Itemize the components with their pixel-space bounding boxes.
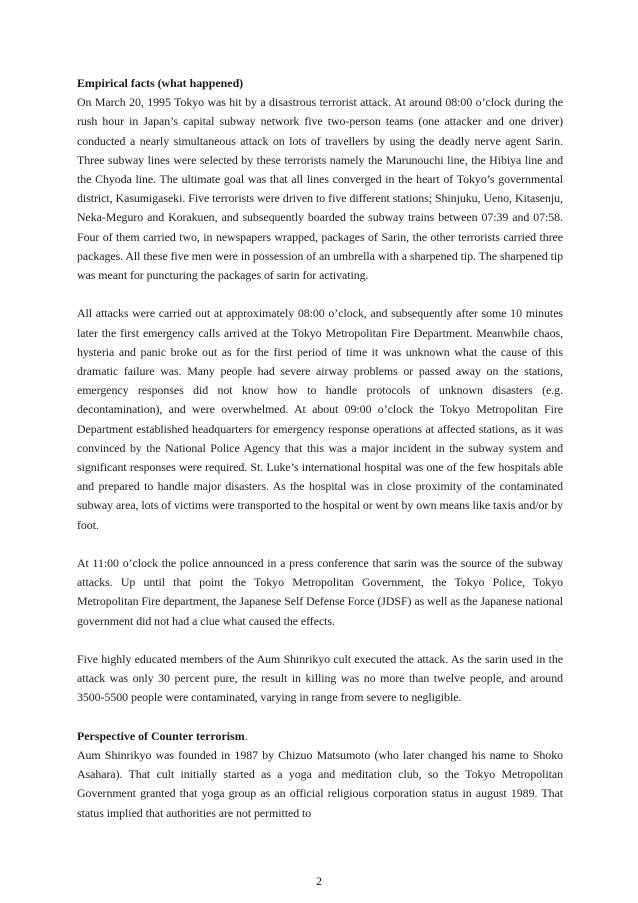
page-number: 2	[316, 874, 322, 888]
paragraph-press-conference: At 11:00 o’clock the police announced in a press conference that sarin was the source of the subway attacks. Up until that point the Tokyo Metropolitan Government, the Tokyo Police, Tokyo Metropolitan Fire department, the Japanese Self Defense Force (JDSF) as well as the Japanese national government did not had a clue what caused the effects.	[77, 556, 563, 628]
section-heading-counter-terrorism-suffix: .	[244, 728, 248, 743]
section-heading-counter-terrorism-text: Perspective of Counter terrorism	[77, 728, 245, 743]
section-heading-empirical-facts: Empirical facts (what happened)	[77, 76, 244, 90]
paragraph-emergency-response: All attacks were carried out at approximately 08:00 o’clock, and subsequently after some 10 minutes later the first emergency calls arrived at the Tokyo Metropolitan Fire Department. Meanwhile chaos, hysteria and panic broke out as for the first period of time it was unknown what the cause of this dramatic failure was. Many people had severe airway problems or passed away on the stations, emergency responses did not know how to handle protocols of unknown disasters (e.g. decontamination), and were overwhelmed. At about 09:00 o’clock the Tokyo Metropolitan Fire Department established headquarters for emergency response operations at affected stations, as it was convinced by the National Police Agency that this was a major incident in the subway system and significant responses were required. St. Luke’s international hospital was one of the few hospitals able and prepared to handle major disasters. As the hospital was in close proximity of the contaminated subway area, lots of victims were transported to the hospital or went by own means like taxis and/or by foot.	[77, 306, 563, 532]
paragraph-attack-description: On March 20, 1995 Tokyo was hit by a disastrous terrorist attack. At around 08:00 o’clock during the rush hour in Japan’s capital subway network five two-person teams (one attacker and one driver) conducted a nearly simultaneous attack on lots of travellers by using the deadly nerve agent Sarin. Three subway lines were selected by these terrorists namely the Marunouchi line, the Hibiya line and the Chyoda line. The ultimate goal was that all lines converged in the heart of Tokyo’s governmental district, Kasumigaseki. Five terrorists were driven to five different stations; Shinjuku, Ueno, Kitasenju, Neka-Meguro and Korakuen, and subsequently boarded the subway trains between 07:39 and 07:58. Four of them carried two, in newspapers wrapped, packages of Sarin, the other terrorists carried three packages. All these five men were in possession of an umbrella with a sharpened tip. The sharpened tip was meant for puncturing the packages of sarin for activating.	[77, 95, 563, 283]
paragraph-casualties: Five highly educated members of the Aum Shinrikyo cult executed the attack. As the sarin used in the attack was only 30 percent pure, the result in killing was no more than twelve people, and around 3500-5500 people were contaminated, varying in range from severe to negligible.	[77, 652, 563, 705]
paragraph-aum-shinrikyo-origin: Aum Shinrikyo was founded in 1987 by Chizuo Matsumoto (who later changed his name to Shoko Asahara). That cult initially started as a yoga and meditation club, so the Tokyo Metropolitan Government granted that yoga group as an official religious corporation status in august 1989. That status implied that authorities are not permitted to	[77, 748, 563, 820]
section-heading-counter-terrorism	[77, 727, 563, 746]
document-page	[77, 74, 563, 823]
